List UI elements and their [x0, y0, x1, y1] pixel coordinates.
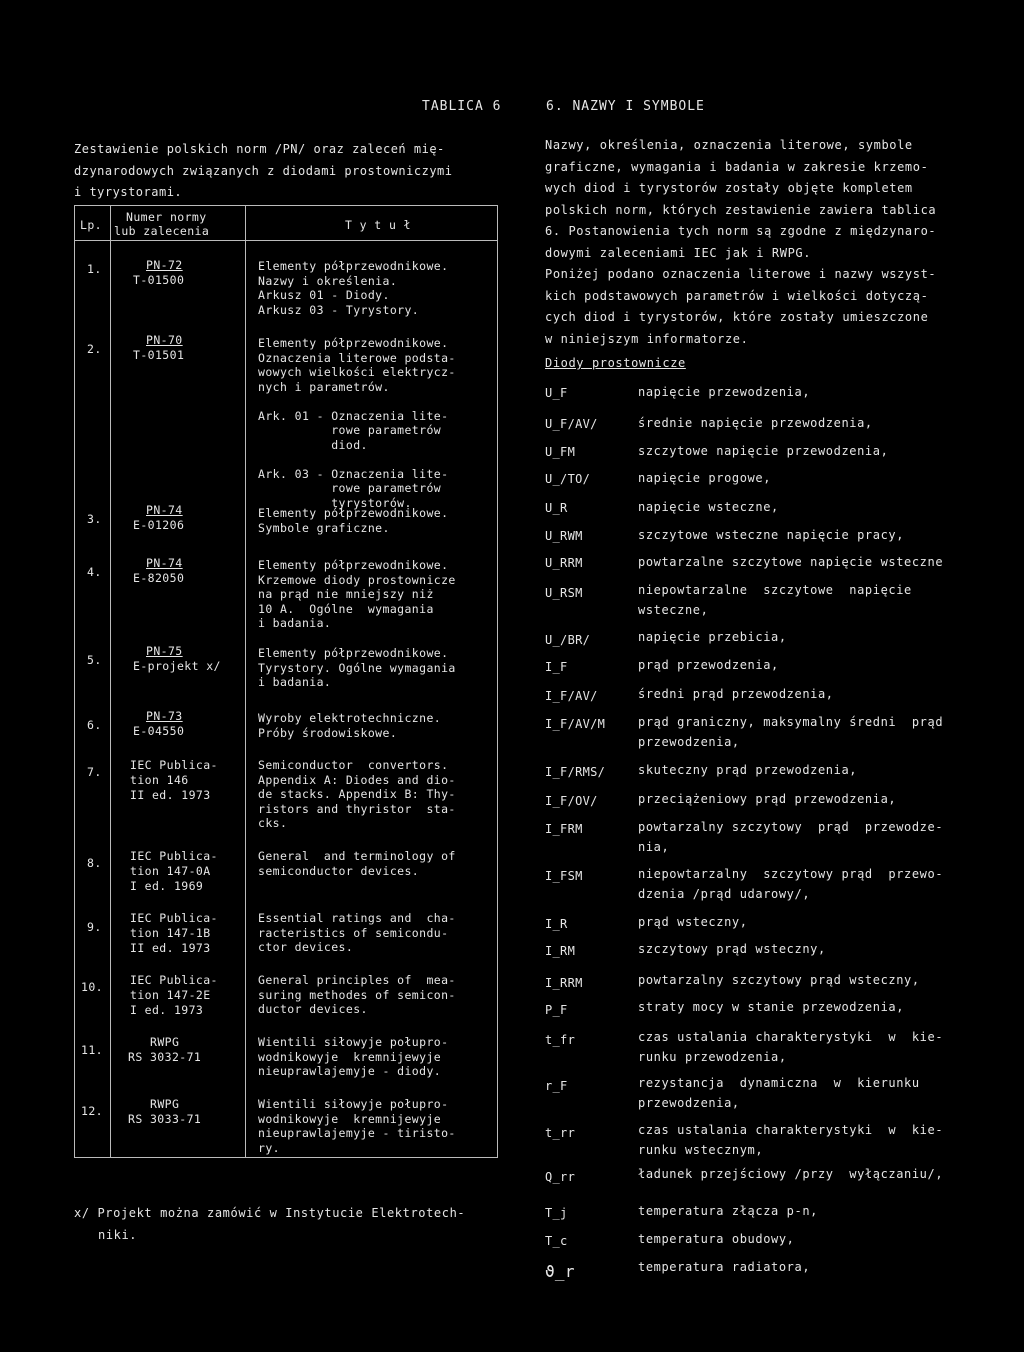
symbol-label: I_F/AV/ — [545, 689, 598, 703]
row-norm: E-04550 — [133, 724, 185, 738]
row-title: Semiconductor convertors. Appendix A: Diodes and dio- de stacks. Appendix B: Thy- ristors and thyristor sta- cks. — [258, 758, 456, 830]
symbol-definition: szczytowe wsteczne napięcie pracy, — [638, 528, 905, 542]
row-lp: 12. — [81, 1104, 103, 1118]
symbol-definition: przeciążeniowy prąd przewodzenia, — [638, 792, 897, 806]
row-norm: tion 147-1B — [130, 926, 211, 940]
row-lp: 9. — [87, 920, 102, 934]
row-title: Elementy półprzewodnikowe. Nazwy i określenia. Arkusz 01 - Diody. Arkusz 03 - Tyrystory. — [258, 259, 449, 317]
row-lp: 7. — [87, 765, 102, 779]
row-norm: I ed. 1969 — [130, 879, 204, 893]
symbol-label: U_/BR/ — [545, 633, 591, 647]
symbol-label: r_F — [545, 1079, 568, 1093]
row-lp: 3. — [87, 512, 102, 526]
row-norm: IEC Publica- — [130, 973, 218, 987]
row-norm: E-82050 — [133, 571, 185, 585]
diody-heading: Diody prostownicze — [545, 356, 686, 370]
row-lp: 6. — [87, 718, 102, 732]
symbol-label: I_RM — [545, 944, 576, 958]
symbol-label: t_fr — [545, 1033, 576, 1047]
row-norm: RWPG — [150, 1097, 180, 1111]
row-title: Essential ratings and cha- racteristics of semicondu- ctor devices. — [258, 911, 456, 954]
symbol-definition: czas ustalania charakterystyki w kie- runku przewodzenia, — [638, 1030, 944, 1064]
footnote-line-2: niki. — [98, 1228, 138, 1242]
symbol-label: U_FM — [545, 445, 576, 459]
symbol-definition: powtarzalny szczytowy prąd wsteczny, — [638, 973, 920, 987]
symbol-label: U_RSM — [545, 586, 583, 600]
row-norm: tion 147-0A — [130, 864, 211, 878]
symbol-definition: szczytowy prąd wsteczny, — [638, 942, 826, 956]
row-norm: T-01501 — [133, 348, 185, 362]
row-lp: 5. — [87, 653, 102, 667]
symbol-definition: średni prąd przewodzenia, — [638, 687, 834, 701]
symbol-definition: prąd wsteczny, — [638, 915, 748, 929]
col-title-header: T y t u ł — [345, 218, 411, 232]
symbol-label: ϑ_r — [545, 1262, 575, 1281]
row-title: Elementy półprzewodnikowe. Krzemowe diody prostownicze na prąd nie mniejszy niż 10 A. Ogólne wymagania i badania. — [258, 558, 456, 630]
row-title: Wientili siłowyje połupro- wodnikowyje kremnijewyje nieuprawlajemyje - tiristo- ry. — [258, 1097, 456, 1155]
symbol-label: T_c — [545, 1234, 568, 1248]
symbol-definition: napięcie progowe, — [638, 471, 772, 485]
symbol-label: U_F — [545, 386, 568, 400]
row-title: Wientili siłowyje połupro- wodnikowyje kremnijewyje nieuprawlajemyje - diody. — [258, 1035, 449, 1078]
symbol-label: U_R — [545, 501, 568, 515]
row-lp: 8. — [87, 856, 102, 870]
row-norm: II ed. 1973 — [130, 788, 211, 802]
row-norm: IEC Publica- — [130, 911, 218, 925]
symbol-label: U_RWM — [545, 529, 583, 543]
col-lp-header: Lp. — [80, 218, 102, 232]
row-norm: tion 147-2E — [130, 988, 211, 1002]
symbol-definition: temperatura obudowy, — [638, 1232, 795, 1246]
symbol-definition: niepowtarzalny szczytowy prąd przewo- dzenia /prąd udarowy/, — [638, 867, 944, 901]
symbol-label: t_rr — [545, 1126, 576, 1140]
row-norm: I ed. 1973 — [130, 1003, 204, 1017]
right-page-header: 6. NAZWY I SYMBOLE — [546, 99, 705, 114]
row-norm: II ed. 1973 — [130, 941, 211, 955]
symbol-label: I_FSM — [545, 869, 583, 883]
symbol-definition: napięcie wsteczne, — [638, 500, 779, 514]
symbol-definition: napięcie przewodzenia, — [638, 385, 811, 399]
symbol-definition: czas ustalania charakterystyki w kie- runku wstecznym, — [638, 1123, 944, 1157]
row-title: Elementy półprzewodnikowe. Symbole graficzne. — [258, 506, 449, 535]
symbol-label: U_F/AV/ — [545, 417, 598, 431]
symbol-label: I_FRM — [545, 822, 583, 836]
footnote-line-1: x/ Projekt można zamówić w Instytucie Elektrotech- — [74, 1206, 466, 1220]
row-norm: T-01500 — [133, 273, 185, 287]
row-lp: 4. — [87, 565, 102, 579]
row-lp: 1. — [87, 262, 102, 276]
symbol-definition: ładunek przejściowy /przy wyłączaniu/, — [638, 1167, 944, 1181]
row-norm: PN-74 — [146, 556, 183, 570]
row-norm: RWPG — [150, 1035, 180, 1049]
symbol-label: U_RRM — [545, 556, 583, 570]
row-norm: PN-70 — [146, 333, 183, 347]
symbol-label: U_/TO/ — [545, 472, 591, 486]
symbol-definition: szczytowe napięcie przewodzenia, — [638, 444, 889, 458]
symbol-definition: skuteczny prąd przewodzenia, — [638, 763, 858, 777]
col-norm-header-2: lub zalecenia — [114, 224, 210, 238]
row-norm: tion 146 — [130, 773, 189, 787]
row-title: Elementy półprzewodnikowe. Oznaczenia literowe podsta- wowych wielkości elektrycz- nych i parametrów. Ark. 01 - Oznaczenia lite- rowe parametrów diod. Ark. 03 - Oznaczenia lite- rowe parametrów tyrystorów. — [258, 336, 456, 510]
symbol-definition: powtarzalny szczytowy prąd przewodze- nia, — [638, 820, 944, 854]
symbol-definition: rezystancja dynamiczna w kierunku przewodzenia, — [638, 1076, 920, 1110]
symbol-label: I_F/AV/M — [545, 717, 606, 731]
symbol-label: I_RRM — [545, 976, 583, 990]
symbol-definition: niepowtarzalne szczytowe napięcie wsteczne, — [638, 583, 912, 617]
row-norm: IEC Publica- — [130, 758, 218, 772]
col-norm-header-1: Numer normy — [126, 210, 207, 224]
row-title: Elementy półprzewodnikowe. Tyrystory. Ogólne wymagania i badania. — [258, 646, 456, 689]
symbol-label: T_j — [545, 1206, 568, 1220]
row-lp: 2. — [87, 342, 102, 356]
row-norm: RS 3033-71 — [128, 1112, 202, 1126]
row-norm: IEC Publica- — [130, 849, 218, 863]
row-lp: 10. — [81, 980, 103, 994]
symbol-label: I_F/OV/ — [545, 794, 598, 808]
row-norm: PN-75 — [146, 644, 183, 658]
symbol-label: Q_rr — [545, 1170, 576, 1184]
row-norm: RS 3032-71 — [128, 1050, 202, 1064]
symbol-definition: temperatura radiatora, — [638, 1260, 811, 1274]
row-norm: PN-74 — [146, 503, 183, 517]
row-norm: PN-72 — [146, 258, 183, 272]
symbol-definition: temperatura złącza p-n, — [638, 1204, 818, 1218]
intro-paragraph: Nazwy, określenia, oznaczenia literowe, symbole graficzne, wymagania i badania w zakresie krzemo- wych diod i tyrystorów zostały objęte kompletem polskich norm, których zestawienie zawiera tablica 6. Postanowienia tych norm są zgodne z międzynaro- dowymi zaleceniami IEC jak i RWPG. Poniżej podano oznaczenia literowe i nazwy wszyst- kich podstawowych parametrów i wielkości dotyczą- cych diod i tyrystorów, które zostały umieszczone w niniejszym informatorze. — [545, 138, 937, 346]
row-norm: E-projekt x/ — [133, 659, 221, 673]
row-norm: E-01206 — [133, 518, 185, 532]
symbol-definition: prąd przewodzenia, — [638, 658, 779, 672]
row-title: General principles of mea- suring methodes of semicon- ductor devices. — [258, 973, 456, 1016]
symbol-definition: prąd graniczny, maksymalny średni prąd przewodzenia, — [638, 715, 944, 749]
intro-line-1: Zestawienie polskich norm /PN/ oraz zaleceń mię- — [74, 142, 445, 156]
row-title: Wyroby elektrotechniczne. Próby środowiskowe. — [258, 711, 442, 740]
row-norm: PN-73 — [146, 709, 183, 723]
symbol-definition: straty mocy w stanie przewodzenia, — [638, 1000, 905, 1014]
symbol-label: I_F/RMS/ — [545, 765, 606, 779]
symbol-label: P_F — [545, 1003, 568, 1017]
row-title: General and terminology of semiconductor devices. — [258, 849, 456, 878]
symbol-label: I_R — [545, 917, 568, 931]
intro-line-3: i tyrystorami. — [74, 185, 183, 199]
symbol-definition: średnie napięcie przewodzenia, — [638, 416, 873, 430]
symbol-definition: powtarzalne szczytowe napięcie wsteczne — [638, 555, 944, 569]
symbol-label: I_F — [545, 660, 568, 674]
intro-line-2: dzynarodowych związanych z diodami prostowniczymi — [74, 164, 453, 178]
symbol-definition: napięcie przebicia, — [638, 630, 787, 644]
left-page-header: TABLICA 6 — [422, 99, 502, 114]
row-lp: 11. — [81, 1043, 103, 1057]
